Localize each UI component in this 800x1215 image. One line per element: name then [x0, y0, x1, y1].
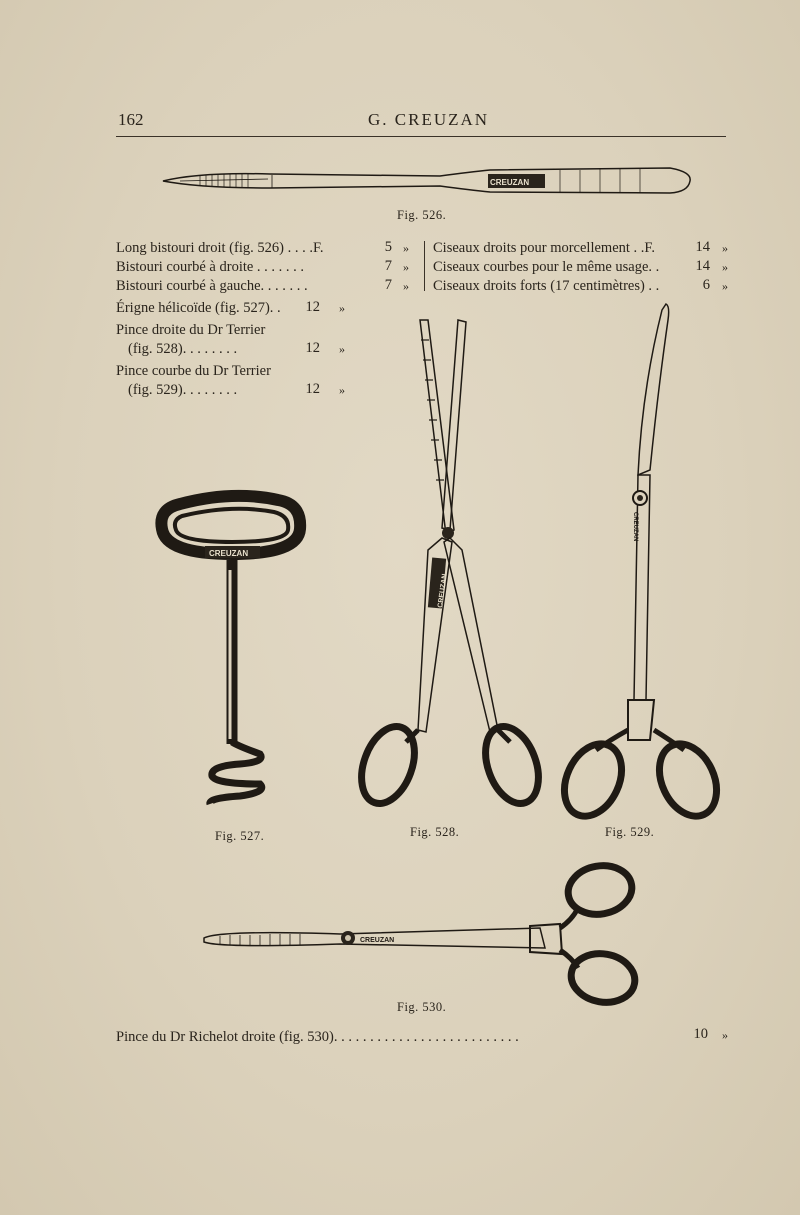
item-label: (fig. 528). . . . . . . . — [128, 341, 238, 357]
fig530-caption: Fig. 530. — [397, 1000, 447, 1014]
item-price: 5 — [384, 239, 392, 255]
item-unit: » — [403, 260, 409, 274]
fig528-straight-forceps-illustration — [350, 310, 570, 830]
item-unit: » — [339, 301, 345, 315]
fig526-engraving: CREUZAN — [490, 178, 530, 187]
item-label: Long bistouri droit (fig. 526) . . . .F. — [116, 240, 324, 256]
item-unit: » — [722, 260, 728, 274]
item-label: Ciseaux droits pour morcellement . .F. — [433, 240, 655, 256]
running-title: G. CREUZAN — [368, 110, 490, 129]
header-rule — [116, 136, 726, 137]
item-label: Ciseaux courbes pour le même usage. . — [433, 259, 660, 275]
item-unit: » — [339, 383, 345, 397]
fig527-engraving: CREUZAN — [209, 549, 249, 558]
fig530-richelot-forceps-illustration — [200, 858, 660, 1008]
item-unit: » — [403, 279, 409, 293]
item-price: 14 — [695, 239, 710, 255]
fig529-curved-forceps-illustration — [558, 300, 738, 820]
item-price: 12 — [305, 340, 320, 356]
item-unit: » — [403, 241, 409, 255]
item-unit: » — [722, 279, 728, 293]
item-label: Ciseaux droits forts (17 centimètres) . . — [433, 278, 660, 294]
fig529-engraving: CREUZAN — [632, 512, 638, 542]
item-label: Pince du Dr Richelot droite (fig. 530). . . . . . . . . . . . . . . . . . . . . . . . . . — [116, 1029, 519, 1045]
fig527-caption: Fig. 527. — [215, 829, 265, 843]
fig530-engraving: CREUZAN — [360, 937, 395, 944]
fig526-caption: Fig. 526. — [397, 208, 447, 222]
item-unit: » — [722, 1028, 728, 1042]
item-price: 12 — [305, 381, 320, 397]
page-number: 162 — [118, 110, 144, 129]
item-label: Pince courbe du Dr Terrier — [116, 363, 271, 379]
item-price: 12 — [305, 299, 320, 315]
item-unit: » — [722, 241, 728, 255]
item-label: Bistouri courbé à gauche. . . . . . . — [116, 278, 308, 294]
item-label: Pince droite du Dr Terrier — [116, 322, 266, 338]
item-price: 10 — [693, 1026, 708, 1042]
item-label: Bistouri courbé à droite . . . . . . . — [116, 259, 305, 275]
item-price: 14 — [695, 258, 710, 274]
fig529-caption: Fig. 529. — [605, 825, 655, 839]
column-divider — [424, 241, 425, 291]
fig527-helical-hook-illustration — [150, 484, 350, 824]
item-price: 7 — [384, 277, 392, 293]
item-price: 7 — [384, 258, 392, 274]
fig528-engraving: CREUZAN — [437, 573, 449, 609]
item-label: Érigne hélicoïde (fig. 527). . — [116, 300, 281, 316]
item-unit: » — [339, 342, 345, 356]
item-label: (fig. 529). . . . . . . . — [128, 382, 238, 398]
item-price: 6 — [702, 277, 710, 293]
fig528-caption: Fig. 528. — [410, 825, 460, 839]
